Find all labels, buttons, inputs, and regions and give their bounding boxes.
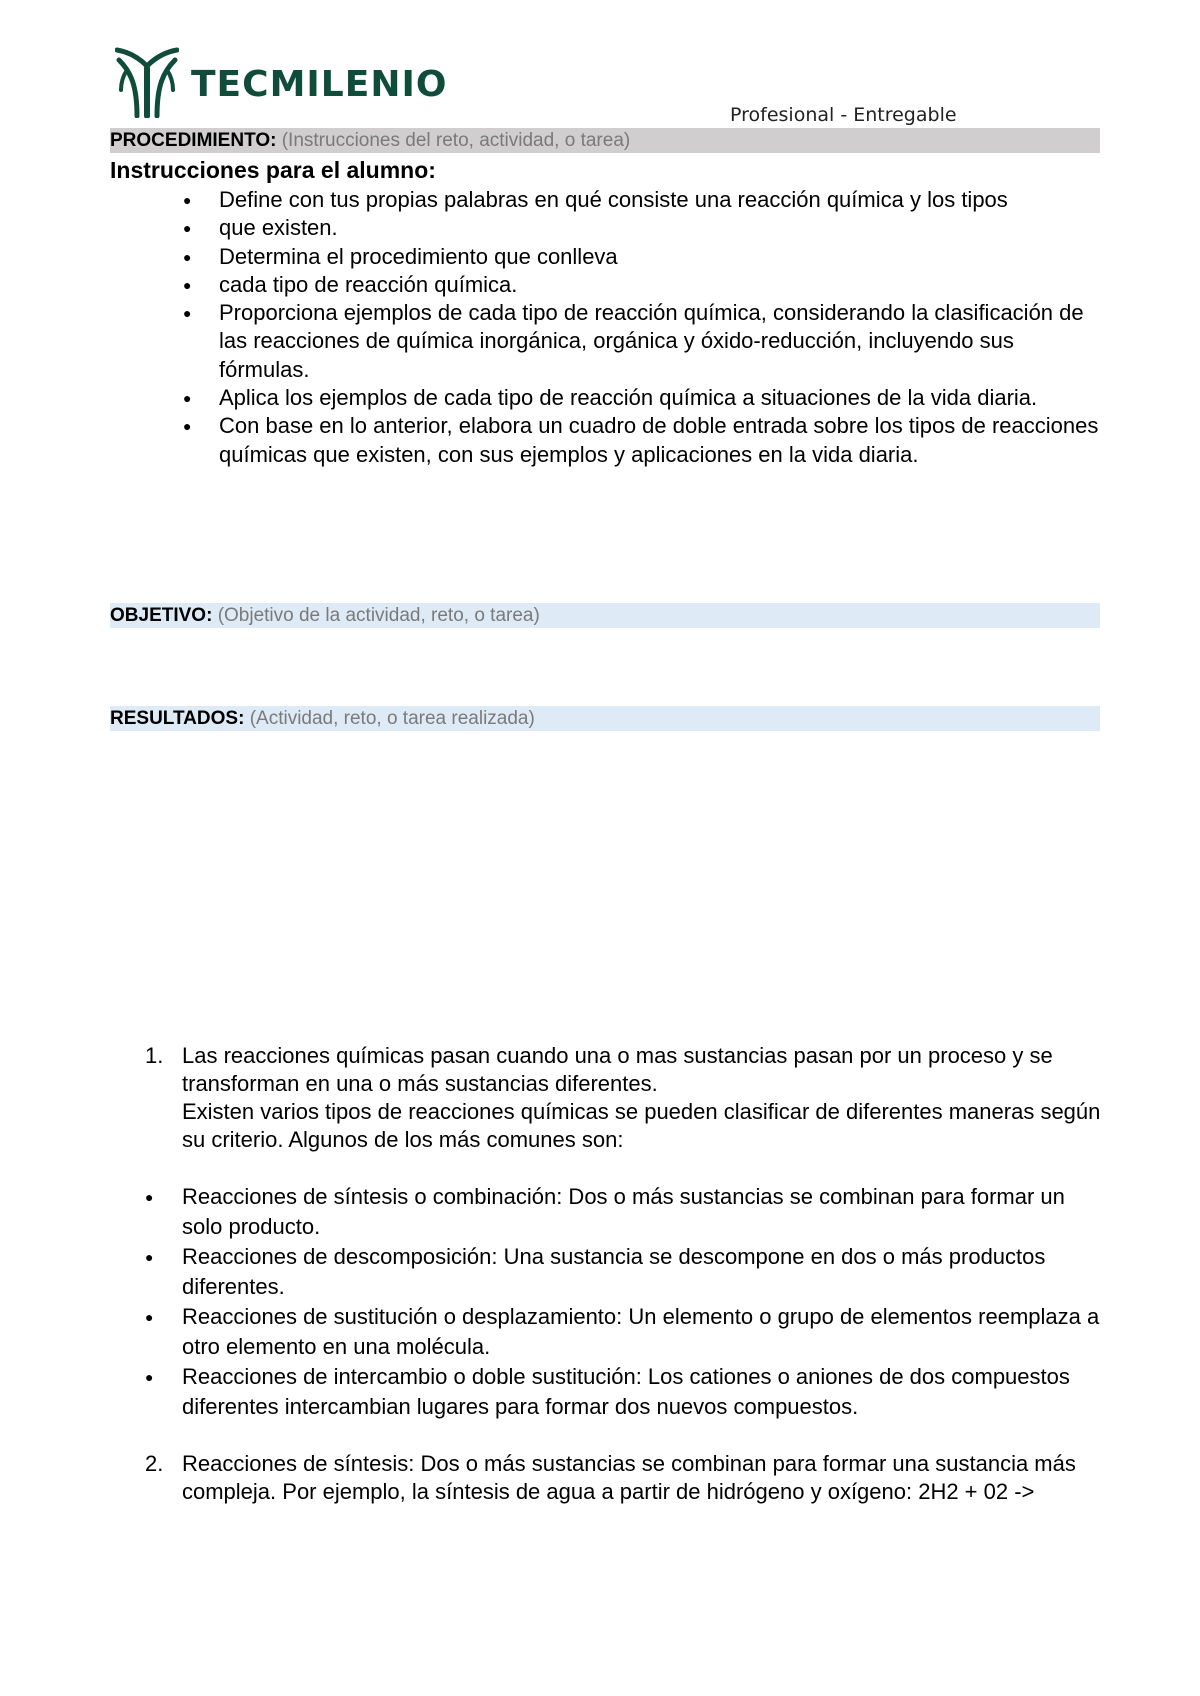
answer-number: 2. — [145, 1451, 164, 1476]
answer-item-1 — [145, 1042, 1105, 1154]
answer-number: 1. — [145, 1043, 164, 1068]
brand-logo — [115, 46, 447, 118]
reaction-types-list — [145, 1182, 1105, 1422]
objetivo-header — [110, 603, 1100, 628]
objetivo-label: OBJETIVO: — [110, 605, 213, 626]
list-item: ● Reacciones de descomposición: Una sustancia se descompone en dos o más productos diferentes. — [145, 1242, 1105, 1302]
procedimiento-hint: (Instrucciones del reto, actividad, o tarea) — [281, 130, 631, 151]
list-item: ● Reacciones de sustitución o desplazamiento: Un elemento o grupo de elementos reemplaza a otro elemento en una molécula. — [145, 1302, 1105, 1362]
list-item: ● Proporciona ejemplos de cada tipo de reacción química, considerando la clasificación de las reacciones de química inorgánica, orgánica y óxido-reducción, incluyendo sus fórmulas. — [110, 299, 1110, 384]
list-item: ● Reacciones de intercambio o doble sustitución: Los cationes o aniones de dos compuestos diferentes intercambian lugares para formar dos nuevos compuestos. — [145, 1362, 1105, 1422]
list-item: ● Determina el procedimiento que conlleva — [110, 243, 1110, 271]
list-item: ● que existen. — [110, 214, 1110, 242]
list-item: ● Con base en lo anterior, elabora un cuadro de doble entrada sobre los tipos de reacciones químicas que existen, con sus ejemplos y aplicaciones en la vida diaria. — [110, 412, 1110, 469]
resultados-hint: (Actividad, reto, o tarea realizada) — [249, 708, 535, 729]
answer-text: Reacciones de síntesis: Dos o más sustancias se combinan para formar una sustancia más compleja. Por ejemplo, la síntesis de agua a partir de hidrógeno y oxígeno: 2H2 + 02 -> — [182, 1451, 1076, 1504]
answer-text: Existen varios tipos de reacciones químicas se pueden clasificar de diferentes maneras según su criterio. Algunos de los más comunes son: — [182, 1099, 1101, 1152]
list-item: ● Define con tus propias palabras en qué consiste una reacción química y los tipos — [110, 186, 1110, 214]
brand-name: TECMILENIO — [191, 63, 448, 105]
resultados-header — [110, 706, 1100, 731]
answer-item-2 — [145, 1450, 1105, 1506]
procedimiento-label: PROCEDIMIENTO: — [110, 130, 277, 151]
instructions-list — [110, 186, 1110, 469]
instructions-title: Instrucciones para el alumno: — [110, 157, 436, 183]
answers-section — [145, 1042, 1105, 1506]
objetivo-hint: (Objetivo de la actividad, reto, o tarea) — [217, 605, 540, 626]
list-item: ● cada tipo de reacción química. — [110, 271, 1110, 299]
answer-text: Las reacciones químicas pasan cuando una o mas sustancias pasan por un proceso y se transforman en una o más sustancias diferentes. — [182, 1043, 1053, 1096]
procedimiento-header — [110, 128, 1100, 153]
resultados-label: RESULTADOS: — [110, 708, 245, 729]
list-item: ● Aplica los ejemplos de cada tipo de reacción química a situaciones de la vida diaria. — [110, 384, 1110, 412]
list-item: ● Reacciones de síntesis o combinación: Dos o más sustancias se combinan para formar un solo producto. — [145, 1182, 1105, 1242]
tecmilenio-tree-icon — [115, 46, 179, 118]
document-type: Profesional - Entregable — [730, 104, 957, 126]
